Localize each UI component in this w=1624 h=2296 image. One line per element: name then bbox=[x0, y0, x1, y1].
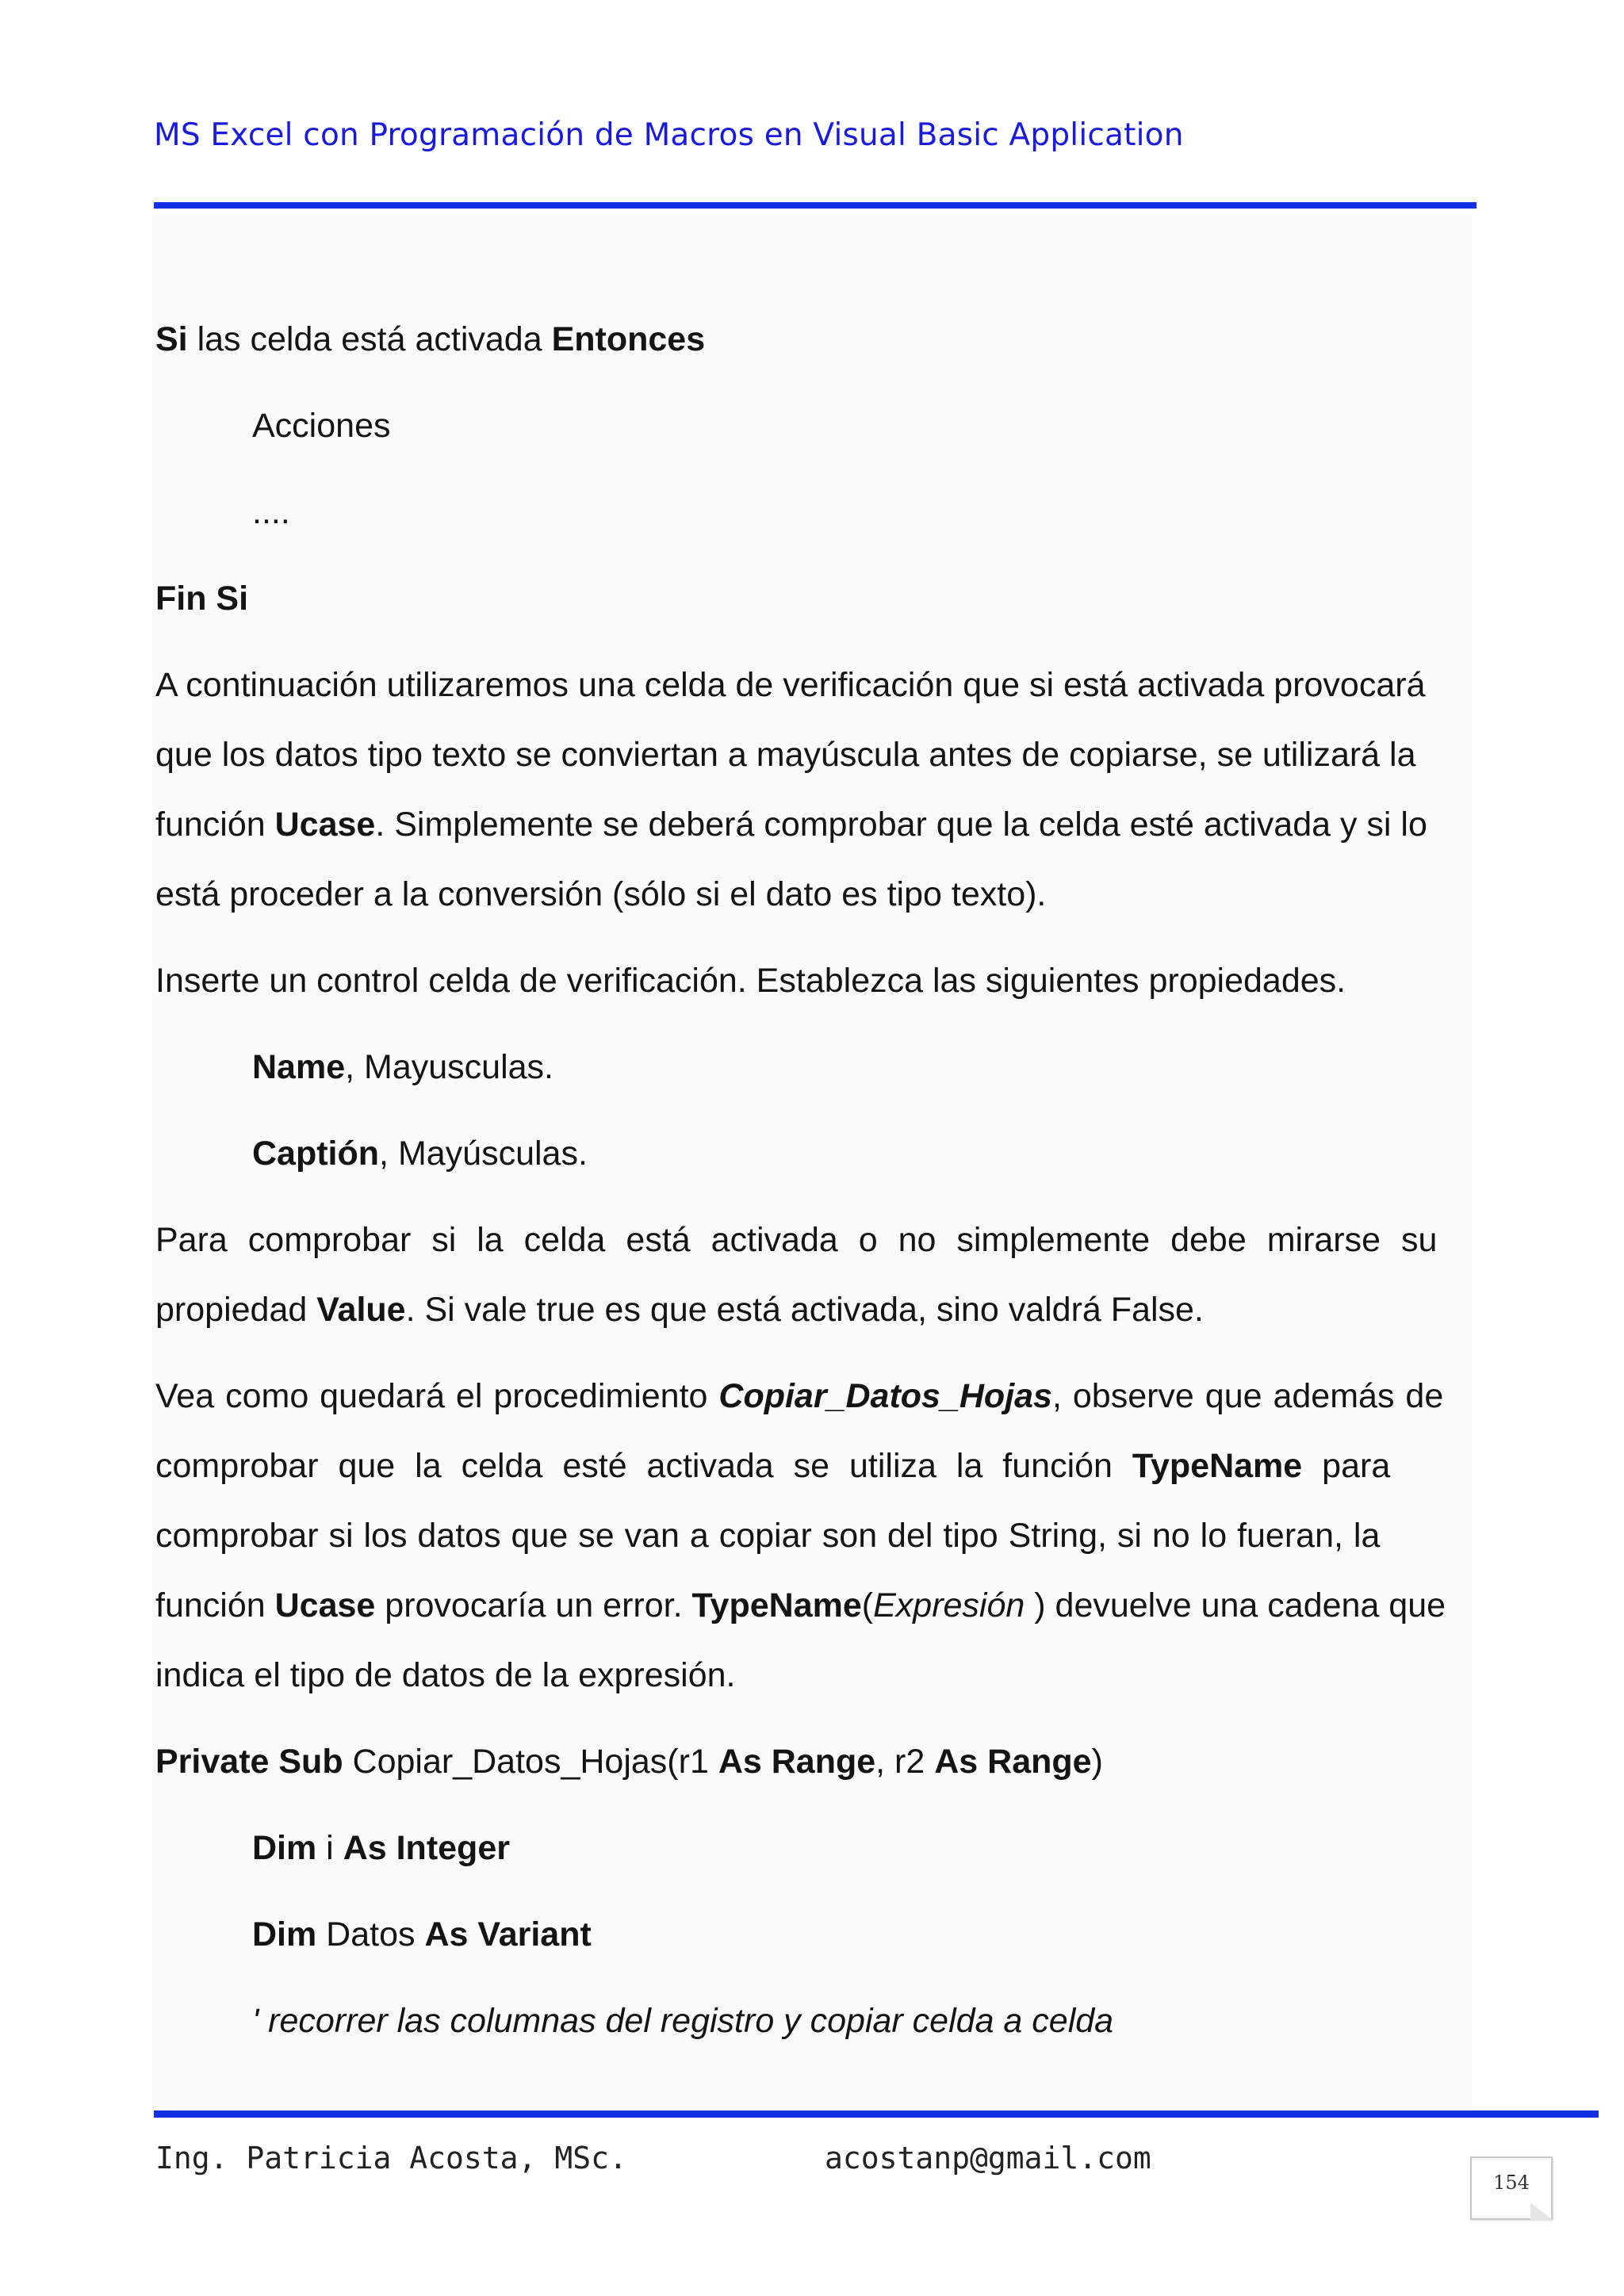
p1-line2: que los datos tipo texto se conviertan a mayúscula antes de copiarse, se utilizará la bbox=[155, 736, 1416, 774]
text-span: para bbox=[1302, 1447, 1391, 1485]
header-rule bbox=[154, 202, 1477, 209]
keyword-as-range: As Range bbox=[718, 1743, 876, 1781]
text-span: función bbox=[155, 1586, 275, 1624]
page-number: 154 bbox=[1493, 2172, 1530, 2194]
pseudo-if-line bbox=[155, 320, 705, 359]
text-span: ( bbox=[861, 1586, 874, 1624]
prop-caption-key: Captión bbox=[252, 1135, 380, 1173]
text-span: función bbox=[155, 806, 275, 844]
pseudo-condition: las celda está activada bbox=[187, 320, 552, 358]
p3-line1: Para comprobar si la celda está activada o no simplemente debe mirarse su bbox=[155, 1221, 1438, 1259]
keyword-ucase: Ucase bbox=[274, 806, 376, 844]
text-span: propiedad bbox=[155, 1291, 317, 1329]
comment-text: ' recorrer las columnas del registro y copiar celda a celda bbox=[252, 2002, 1114, 2040]
text-span: Datos bbox=[316, 1915, 425, 1954]
text-span: i bbox=[316, 1829, 343, 1867]
code-line-dim-i bbox=[252, 1829, 510, 1868]
p1-line3 bbox=[155, 806, 1427, 844]
prop-name bbox=[252, 1048, 553, 1087]
keyword-dim: Dim bbox=[252, 1915, 317, 1954]
code-line-dim-datos bbox=[252, 1915, 592, 1954]
text-span: Copiar_Datos_Hojas(r1 bbox=[343, 1743, 718, 1781]
header-title: MS Excel con Programación de Macros en Visual Basic Application bbox=[154, 117, 1184, 153]
pseudo-dots: .... bbox=[252, 493, 290, 531]
keyword-si: Si bbox=[155, 320, 188, 358]
footer-author: Ing. Patricia Acosta, MSc. bbox=[155, 2141, 627, 2175]
text-span: , r2 bbox=[875, 1743, 935, 1781]
keyword-entonces: Entonces bbox=[551, 320, 706, 358]
p4-line3: comprobar si los datos que se van a copiar son del tipo String, si no lo fueran, la bbox=[155, 1517, 1381, 1555]
p1-line1: A continuación utilizaremos una celda de verificación que si está activada provocará bbox=[155, 666, 1426, 704]
text-span: . Si vale true es que está activada, sino valdrá False. bbox=[405, 1291, 1204, 1329]
keyword-fin-si: Fin Si bbox=[155, 580, 249, 618]
keyword-as-variant: As Variant bbox=[424, 1915, 592, 1954]
code-line-sub bbox=[155, 1743, 1103, 1781]
keyword-typename: TypeName bbox=[1132, 1447, 1303, 1485]
keyword-ucase: Ucase bbox=[274, 1586, 376, 1624]
p4-line5: indica el tipo de datos de la expresión. bbox=[155, 1656, 736, 1694]
code-comment bbox=[252, 2002, 1113, 2041]
p4-line4 bbox=[155, 1586, 1446, 1625]
keyword-as-integer: As Integer bbox=[343, 1829, 510, 1867]
expression-param: Expresión bbox=[873, 1586, 1025, 1624]
prop-name-value: , Mayusculas. bbox=[345, 1048, 553, 1086]
keyword-value: Value bbox=[316, 1291, 406, 1329]
text-span: ) bbox=[1091, 1743, 1103, 1781]
keyword-private-sub: Private Sub bbox=[155, 1743, 343, 1781]
p2-line: Inserte un control celda de verificación. Establezca las siguientes propiedades. bbox=[155, 962, 1346, 1000]
prop-name-key: Name bbox=[252, 1048, 346, 1086]
footer-rule bbox=[154, 2110, 1599, 2118]
pseudo-actions: Acciones bbox=[252, 407, 391, 445]
p3-line2 bbox=[155, 1291, 1204, 1330]
text-span: provocaría un error. bbox=[375, 1586, 692, 1624]
text-span: ) devuelve una cadena que bbox=[1025, 1586, 1446, 1624]
text-span: Vea como quedará el procedimiento bbox=[155, 1377, 719, 1415]
p1-line4: está proceder a la conversión (sólo si el dato es tipo texto). bbox=[155, 875, 1047, 913]
keyword-as-range: As Range bbox=[934, 1743, 1092, 1781]
page-fold-corner bbox=[1530, 2202, 1553, 2220]
keyword-dim: Dim bbox=[252, 1829, 317, 1867]
prop-caption bbox=[252, 1135, 588, 1173]
footer-email: acostanp@gmail.com bbox=[825, 2141, 1151, 2175]
p4-line2 bbox=[155, 1447, 1390, 1486]
prop-caption-value: , Mayúsculas. bbox=[379, 1135, 588, 1173]
procedure-name: Copiar_Datos_Hojas bbox=[718, 1377, 1052, 1415]
text-span: comprobar que la celda esté activada se utiliza la función bbox=[155, 1447, 1132, 1485]
page-number-badge bbox=[1470, 2156, 1553, 2220]
text-span: . Simplemente se deberá comprobar que la celda esté activada y si lo bbox=[375, 806, 1427, 844]
keyword-typename: TypeName bbox=[691, 1586, 862, 1624]
text-span: , observe que además de bbox=[1051, 1377, 1444, 1415]
pseudo-end-if bbox=[155, 580, 248, 618]
p4-line1 bbox=[155, 1377, 1443, 1416]
